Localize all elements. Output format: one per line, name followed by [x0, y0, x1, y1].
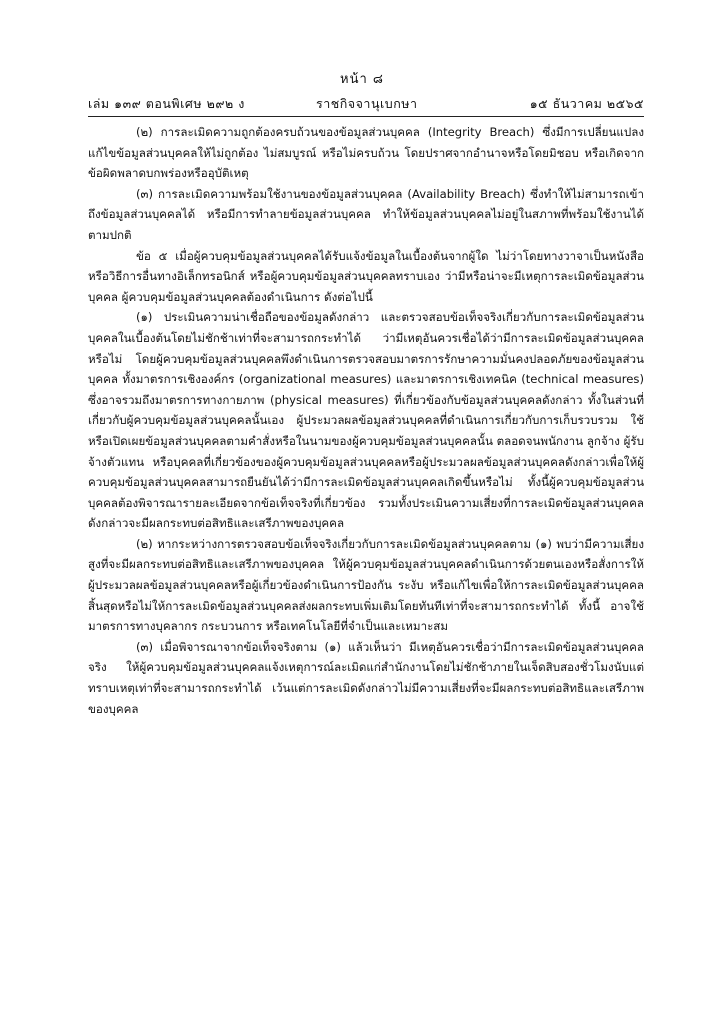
- volume-issue: เล่ม ๑๓๙ ตอนพิเศษ ๒๙๒ ง: [88, 96, 245, 111]
- paragraph-integrity-breach: (๒) การละเมิดความถูกต้องครบถ้วนของข้อมูลส่วนบุคคล (Integrity Breach) ซึ่งมีการเปลี่ยนแปลง แก้ไขข้อมูลส่วนบุคคลให้ไม่ถูกต้อง ไม่สมบูรณ์ หรือไม่ครบถ้วน โดยปราศจากอำนาจหรือโดยมิชอบ หรือเกิดจากข้อผิดพลาดบกพร่องหรืออุบัติเหตุ: [88, 125, 644, 181]
- paragraph-step-3: (๓) เมื่อพิจารณาจากข้อเท็จจริงตาม (๑) แล้วเห็นว่า มีเหตุอันควรเชื่อว่ามีการละเมิดข้อมูลส่วนบุคคลจริง ให้ผู้ควบคุมข้อมูลส่วนบุคคลแจ้งเหตุการณ์ละเมิดแก่สำนักงานโดยไม่ชักช้าภายในเจ็ดสิบสองชั่วโมงนับแต่ทราบเหตุเท่าที่จะสามารถกระทำได้ เว้นแต่การละเมิดดังกล่าวไม่มีความเสี่ยงที่จะมีผลกระทบต่อสิทธิและเสรีภาพของบุคคล: [88, 639, 644, 716]
- header-divider: [88, 116, 644, 117]
- paragraph-step-1: (๑) ประเมินความน่าเชื่อถือของข้อมูลดังกล่าว และตรวจสอบข้อเท็จจริงเกี่ยวกับการละเมิดข้อมูลส่วนบุคคลในเบื้องต้นโดยไม่ชักช้าเท่าที่จะสามารถกระทำได้ ว่ามีเหตุอันควรเชื่อได้ว่ามีการละเมิดข้อมูลส่วนบุคคลหรือไม่ โดยผู้ควบคุมข้อมูลส่วนบุคคลพึงดำเนินการตรวจสอบมาตรการรักษาความมั่นคงปลอดภัยของข้อมูลส่วนบุคคล ทั้งมาตรการเชิงองค์กร (organizational measures) และมาตรการเชิงเทคนิค (technical measures) ซึ่งอาจรวมถึงมาตรการทางกายภาพ (physical measures) ที่เกี่ยวข้องกับข้อมูลส่วนบุคคลดังกล่าว ทั้งในส่วนที่เกี่ยวกับผู้ควบคุมข้อมูลส่วนบุคคลนั้นเอง ผู้ประมวลผลข้อมูลส่วนบุคคลที่ดำเนินการเกี่ยวกับการเก็บรวบรวม ใช้ หรือเปิดเผยข้อมูลส่วนบุคคลตามคำสั่งหรือในนามของผู้ควบคุมข้อมูลส่วนบุคคลนั้น ตลอดจนพนักงาน ลูกจ้าง ผู้รับจ้างตัวแทน หรือบุคคลที่เกี่ยวข้องของผู้ควบคุมข้อมูลส่วนบุคคลหรือผู้ประมวลผลข้อมูลส่วนบุคคลดังกล่าวเพื่อให้ผู้ควบคุมข้อมูลส่วนบุคคลสามารถยืนยันได้ว่ามีการละเมิดข้อมูลส่วนบุคคลเกิดขึ้นหรือไม่ ทั้งนี้ผู้ควบคุมข้อมูลส่วนบุคคลต้องพิจารณารายละเอียดจากข้อเท็จจริงที่เกี่ยวข้อง รวมทั้งประเมินความเสี่ยงที่การละเมิดข้อมูลส่วนบุคคลดังกล่าวจะมีผลกระทบต่อสิทธิและเสรีภาพของบุคคล: [88, 310, 644, 531]
- paragraph-clause-5: ข้อ ๕ เมื่อผู้ควบคุมข้อมูลส่วนบุคคลได้รับแจ้งข้อมูลในเบื้องต้นจากผู้ใด ไม่ว่าโดยทางวาจาเป็นหนังสือ หรือวิธีการอื่นทางอิเล็กทรอนิกส์ หรือผู้ควบคุมข้อมูลส่วนบุคคลทราบเอง ว่ามีหรือน่าจะมีเหตุการละเมิดข้อมูลส่วนบุคคล ผู้ควบคุมข้อมูลส่วนบุคคลต้องดำเนินการ ดังต่อไปนี้: [88, 248, 644, 304]
- gazette-header: [88, 94, 644, 112]
- document-body: [88, 122, 644, 719]
- publication-date: ๑๕ ธันวาคม ๒๕๖๕: [529, 96, 644, 111]
- paragraph-availability-breach: (๓) การละเมิดความพร้อมใช้งานของข้อมูลส่วนบุคคล (Availability Breach) ซึ่งทำให้ไม่สามารถเข้าถึงข้อมูลส่วนบุคคลได้ หรือมีการทำลายข้อมูลส่วนบุคคล ทำให้ข้อมูลส่วนบุคคลไม่อยู่ในสภาพที่พร้อมใช้งานได้ตามปกติ: [88, 186, 644, 242]
- paragraph-step-2: (๒) หากระหว่างการตรวจสอบข้อเท็จจริงเกี่ยวกับการละเมิดข้อมูลส่วนบุคคลตาม (๑) พบว่ามีความเสี่ยงสูงที่จะมีผลกระทบต่อสิทธิและเสรีภาพของบุคคล ให้ผู้ควบคุมข้อมูลส่วนบุคคลดำเนินการด้วยตนเองหรือสั่งการให้ผู้ประมวลผลข้อมูลส่วนบุคคลหรือผู้เกี่ยวข้องดำเนินการป้องกัน ระงับ หรือแก้ไขเพื่อให้การละเมิดข้อมูลส่วนบุคคลสิ้นสุดหรือไม่ให้การละเมิดข้อมูลส่วนบุคคลส่งผลกระทบเพิ่มเติมโดยทันทีเท่าที่จะสามารถกระทำได้ ทั้งนี้ อาจใช้มาตรการทางบุคลากร กระบวนการ หรือเทคโนโลยีที่จำเป็นและเหมาะสม: [88, 536, 644, 634]
- page-number: หน้า ๘: [340, 72, 384, 87]
- gazette-name: ราชกิจจานุเบกษา: [316, 96, 418, 111]
